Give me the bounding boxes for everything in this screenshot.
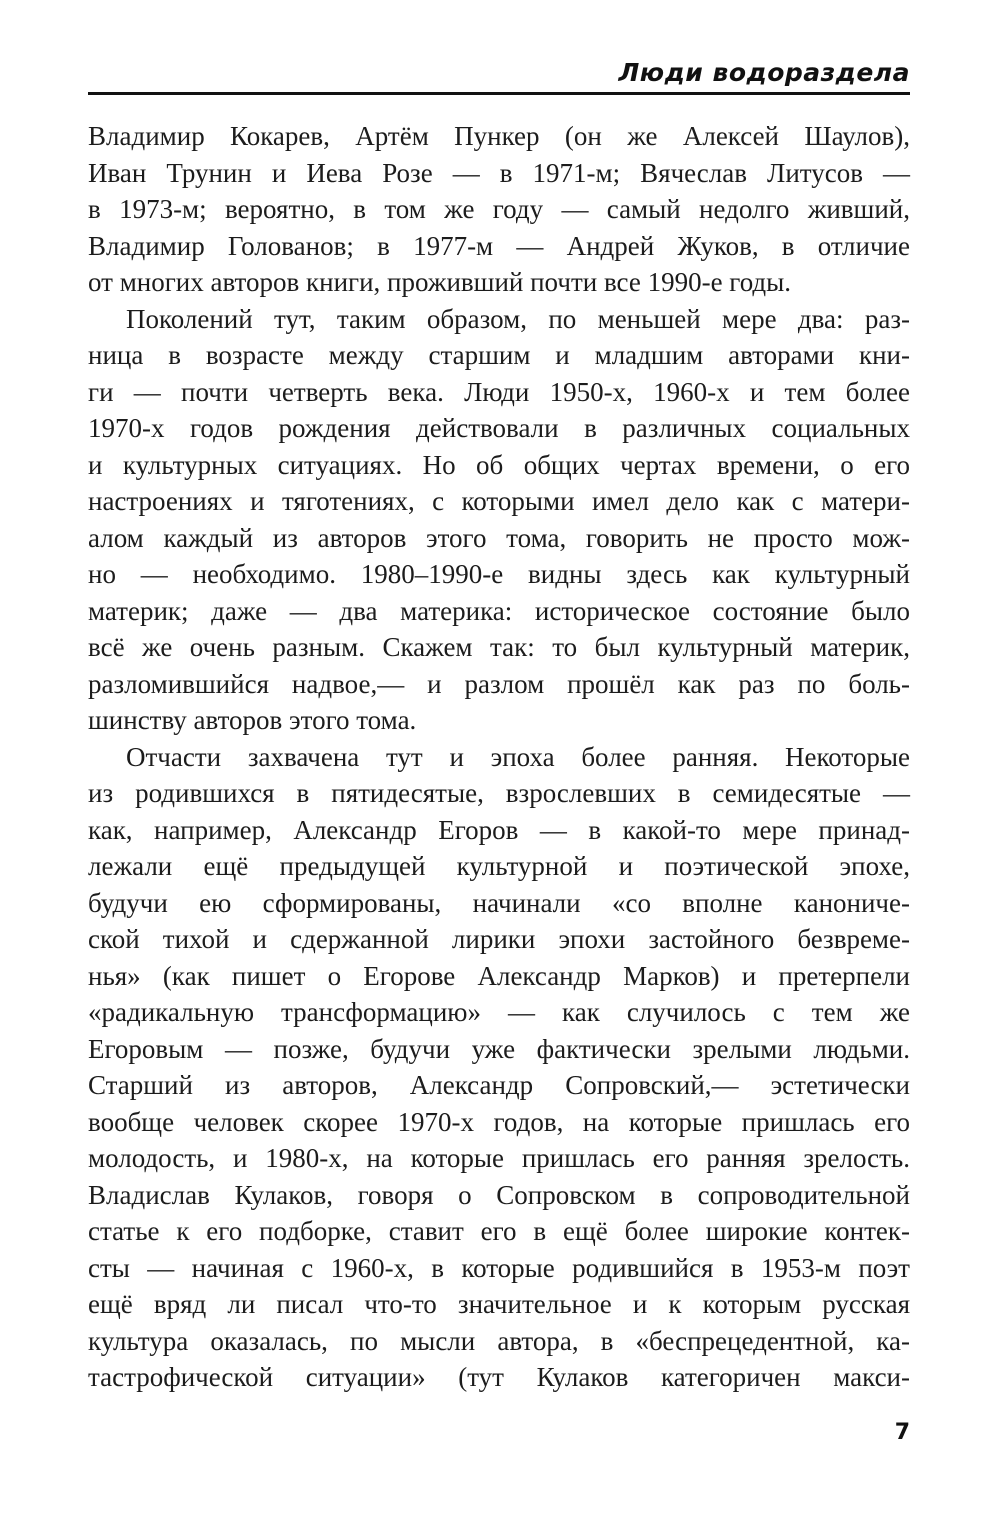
text-line: от многих авторов книги, проживший почти все 1990-е годы. (88, 267, 792, 297)
text-line: Владислав Кулаков, говоря о Сопровском в сопроводительной (88, 1179, 910, 1210)
text-line: настроениях и тяготениях, с которыми имел дело как с матери- (88, 486, 910, 516)
text-line: Отчасти захвачена тут и эпоха более ранняя. Некоторые (126, 741, 910, 772)
text-line: всё же очень разным. Скажем так: то был культурный материк, (88, 632, 910, 662)
page-number: 7 (894, 1420, 910, 1445)
text-line: шинству авторов этого тома. (88, 705, 417, 735)
text-line: ещё вряд ли писал что-то значительное и к которым русская (88, 1289, 910, 1319)
text-line: нья» (как пишет о Егорове Александр Марков) и претерпели (88, 960, 910, 991)
text-line: как, например, Александр Егоров — в какой-то мере принад- (88, 814, 910, 845)
text-line: Владимир Голованов; в 1977-м — Андрей Жуков, в отличие (88, 230, 910, 261)
text-line: в 1973-м; вероятно, в том же году — самый недолго живший, (88, 194, 910, 224)
text-line: алом каждый из авторов этого тома, говорить не просто мож- (88, 522, 910, 553)
text-line: но — необходимо. 1980–1990-е видны здесь как культурный (88, 559, 910, 589)
text-line: статье к его подборке, ставит его в ещё более широкие контек- (88, 1216, 910, 1246)
text-line: Старший из авторов, Александр Сопровский,— эстетически (88, 1070, 910, 1100)
text-line: и культурных ситуациях. Но об общих чертах времени, о его (88, 449, 910, 480)
header-rule (88, 92, 910, 95)
text-line: «радикальную трансформацию» — как случилось с тем же (88, 997, 910, 1027)
text-line: из родившихся в пятидесятые, взрослевших в семидесятые — (88, 778, 910, 808)
text-line: разломившийся надвое,— и разлом прошёл как раз по боль- (88, 668, 910, 699)
text-line: будучи ею сформированы, начинали «со вполне канониче- (88, 887, 910, 918)
text-line: материк; даже — два материка: историческое состояние было (88, 595, 910, 626)
text-line: молодость, и 1980-х, на которые пришлась его ранняя зрелость. (88, 1143, 910, 1173)
text-line: Поколений тут, таким образом, по меньшей мере два: раз- (126, 303, 910, 334)
text-line: ской тихой и сдержанной лирики эпохи застойного безвреме- (88, 924, 910, 954)
text-line: Иван Трунин и Иева Розе — в 1971-м; Вячеслав Литусов — (88, 157, 910, 188)
text-line: культура оказалась, по мысли автора, в «беспрецедентной, ка- (88, 1325, 910, 1356)
text-line: тастрофической ситуации» (тут Кулаков категоричен макси- (88, 1362, 910, 1392)
text-line: Егоровым — позже, будучи уже фактически зрелыми людьми. (88, 1033, 910, 1064)
text-line: вообще человек скорее 1970-х годов, на которые пришлась его (88, 1106, 910, 1137)
page-body (88, 118, 910, 1396)
running-head-title: Люди водораздела (618, 58, 910, 87)
text-line: ница в возрасте между старшим и младшим авторами кни- (88, 340, 910, 370)
text-line: 1970-х годов рождения действовали в различных социальных (88, 413, 910, 443)
text-line: сты — начиная с 1960-х, в которые родившийся в 1953-м поэт (88, 1252, 910, 1283)
text-line: ги — почти четверть века. Люди 1950-х, 1960-х и тем более (88, 376, 910, 407)
text-line: лежали ещё предыдущей культурной и поэтической эпохе, (88, 851, 910, 881)
text-line: Владимир Кокарев, Артём Пункер (он же Алексей Шаулов), (88, 121, 910, 151)
